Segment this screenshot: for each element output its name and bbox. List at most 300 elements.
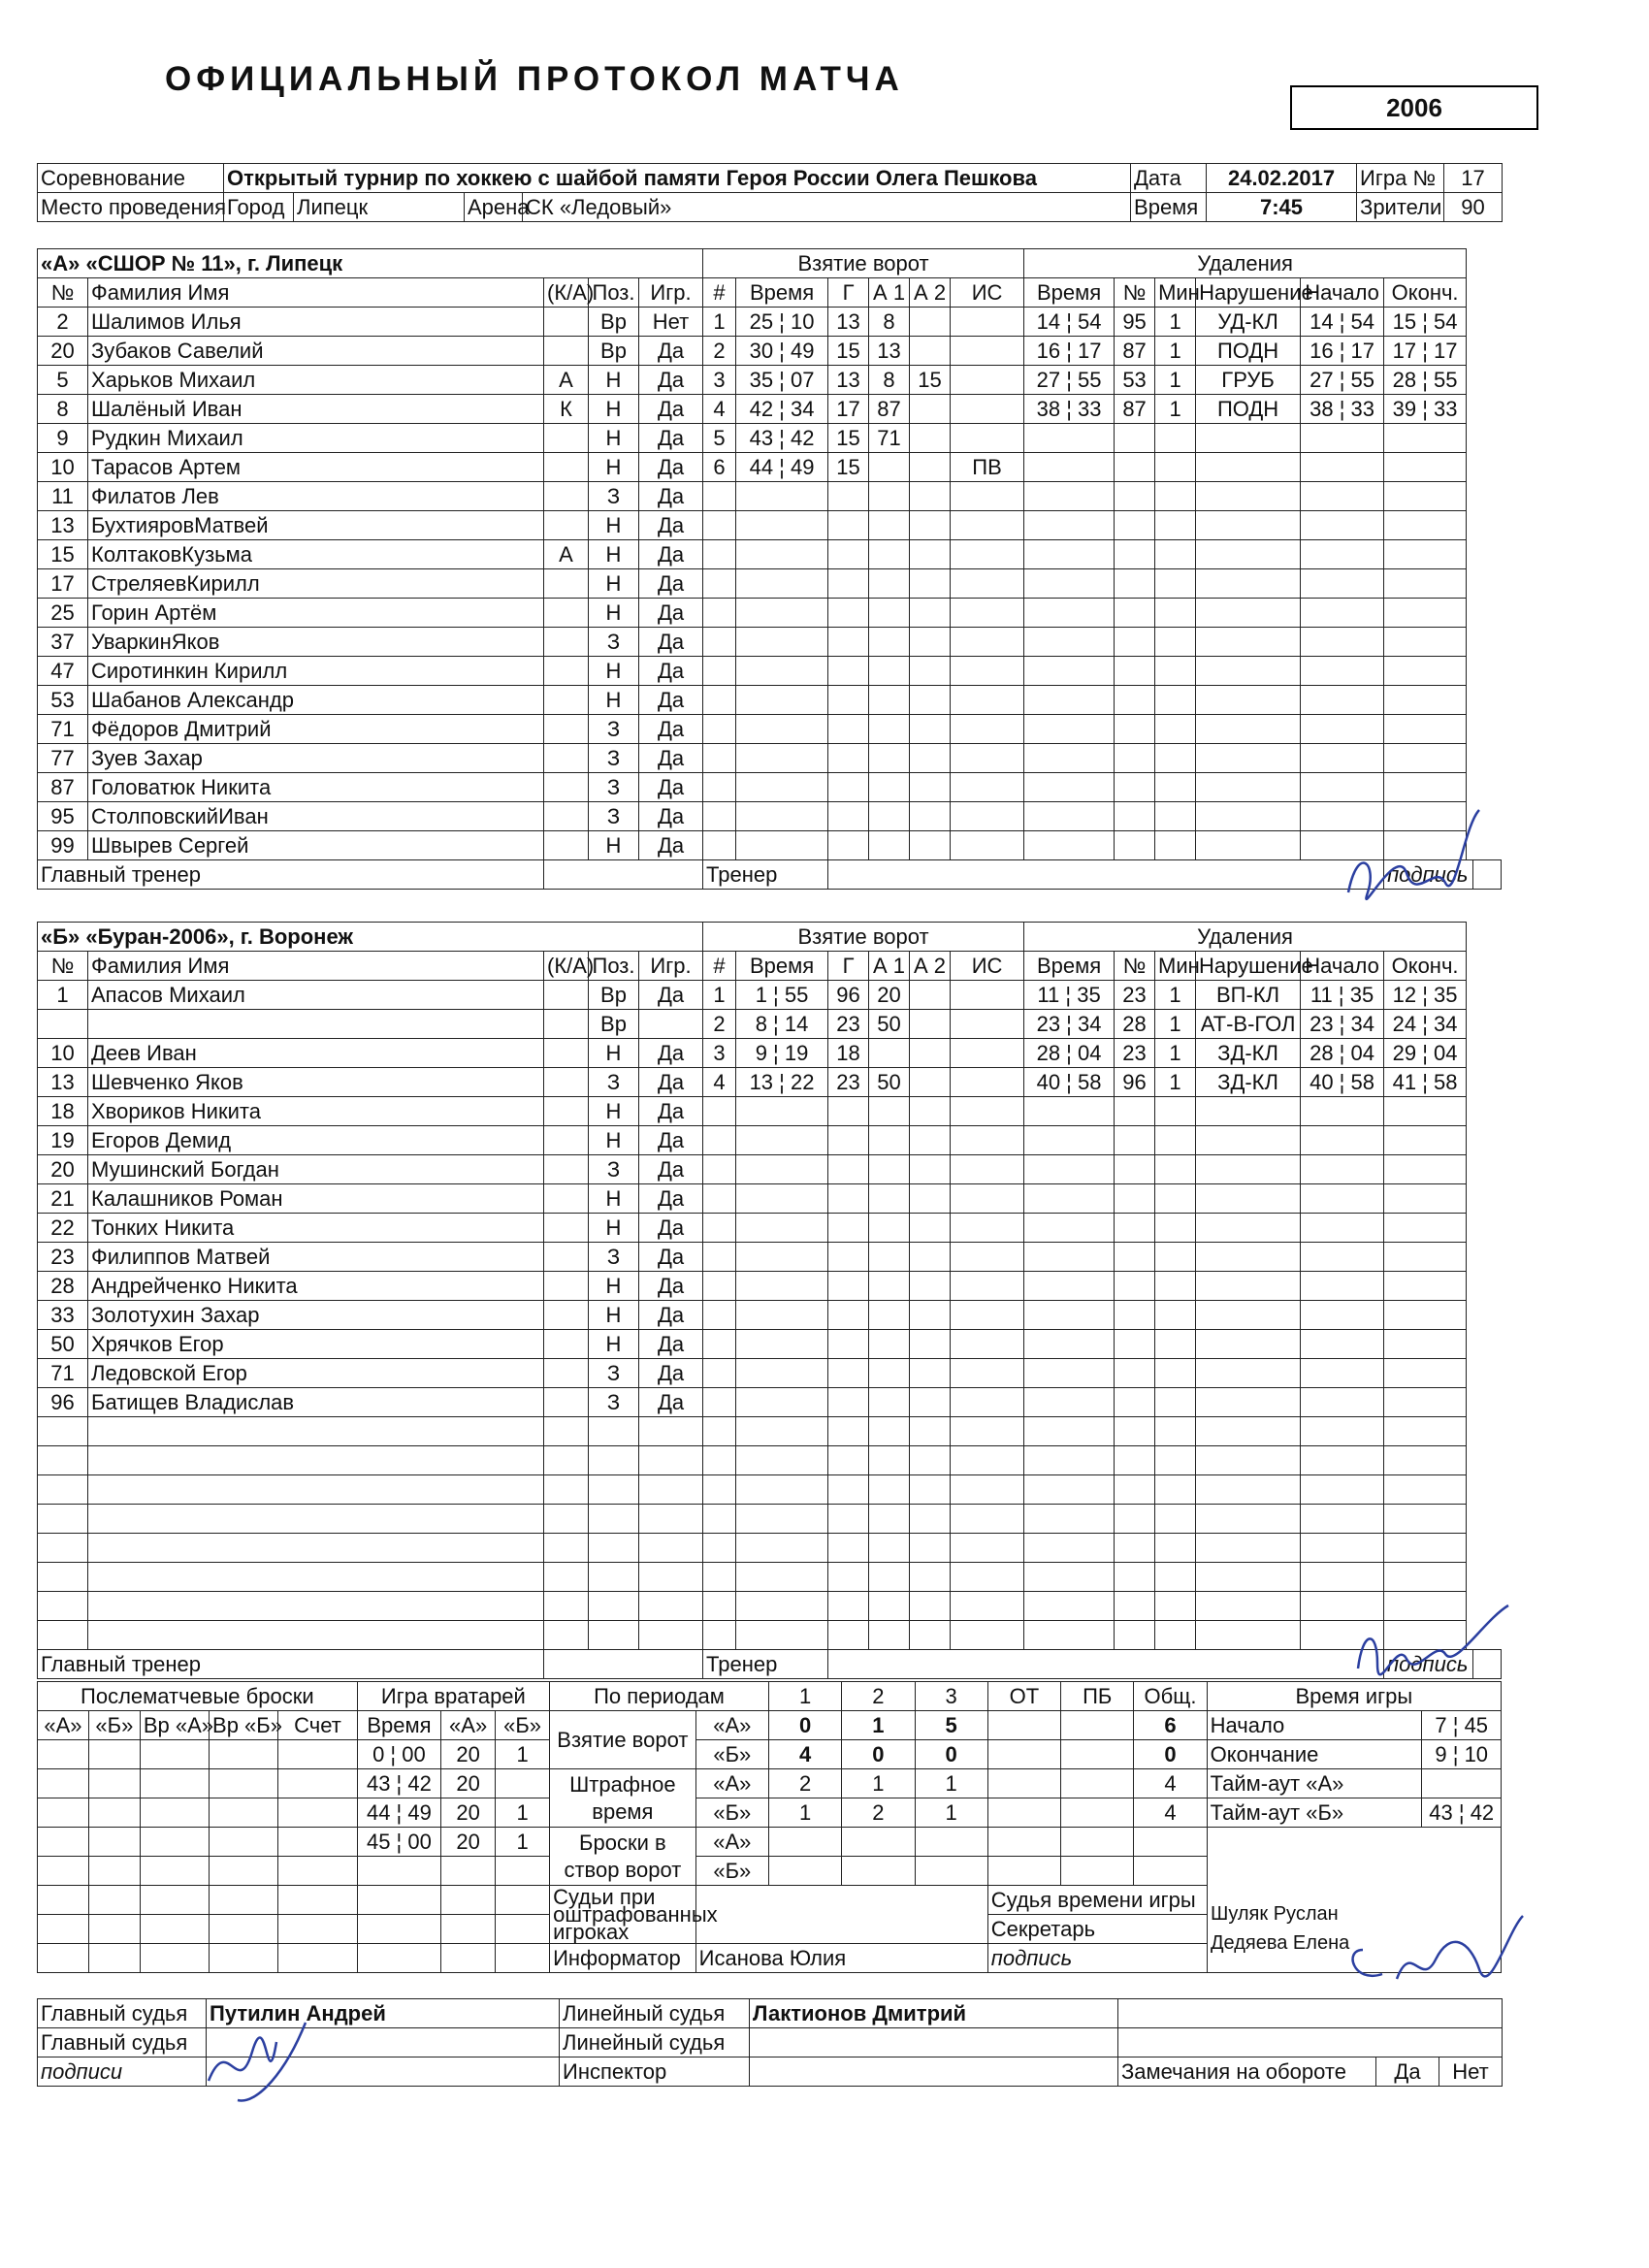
penalty-player [1115,1534,1155,1563]
penalty-start-sec: 17 [1350,338,1375,363]
penalty-minutes [1155,1272,1196,1301]
penalty-violation: ГРУБ [1196,366,1301,395]
penalty-end [1384,744,1467,773]
penalty-time [1024,366,1115,395]
player-row [38,1330,1502,1359]
penalty-start [1301,1039,1384,1068]
goals-a-period: 6 [1134,1711,1207,1740]
goal-scorer [828,1301,869,1330]
player-played: Да [639,831,703,860]
trainer-label: Тренер [703,1650,828,1679]
penalty-minutes [1155,715,1196,744]
goals-b-period: 0 [842,1740,915,1769]
penalty-player [1115,1301,1155,1330]
player-row [38,1475,1502,1505]
goal-number [703,1272,736,1301]
player-name: Апасов Михаил [88,981,544,1010]
goal-time [736,1301,828,1330]
penalty-minutes [1155,569,1196,599]
penalty-time [1024,1214,1115,1243]
penalty-player: 53 [1115,366,1155,395]
player-played: Да [639,366,703,395]
player-played [639,1534,703,1563]
penalty-minutes [1155,424,1196,453]
goal-time-sec: 34 [791,396,815,421]
penalty-end [1384,1563,1467,1592]
team-b-tag: «Б» [695,1798,768,1828]
penalty-time [1024,657,1115,686]
goal-assist-1 [869,482,910,511]
player-played: Да [639,482,703,511]
goal-assist-2 [910,773,951,802]
col-header-time: Время [736,278,828,308]
goal-assist-2 [910,337,951,366]
goals-a-period [1061,1711,1134,1740]
player-number [38,1563,88,1592]
goal-situation [951,1330,1024,1359]
player-captain-mark [544,1475,589,1505]
player-number: 23 [38,1243,88,1272]
goal-situation [951,540,1024,569]
penalty-start [1301,424,1384,453]
player-captain-mark [544,773,589,802]
goal-assist-1 [869,1446,910,1475]
player-played: Да [639,1155,703,1184]
penalty-player [1115,1417,1155,1446]
goals-section-title: Взятие ворот [703,249,1024,278]
goal-assist-1 [869,628,910,657]
goal-scorer [828,1243,869,1272]
player-position [589,1505,639,1534]
col-header-violation: Нарушение [1196,952,1301,981]
player-captain-mark [544,424,589,453]
time-separator: ¦ [773,425,792,450]
goal-situation [951,1505,1024,1534]
col-header-start: Начало [1301,952,1384,981]
penalty-violation [1196,569,1301,599]
player-row [38,1592,1502,1621]
penalty-time [1024,482,1115,511]
goal-assist-1 [869,511,910,540]
penalty-time-min: 28 [1036,1040,1061,1065]
goal-time-min: 35 [749,367,774,392]
spectators-label: Зрители [1357,193,1444,222]
date-label: Дата [1131,164,1207,193]
player-row [38,1155,1502,1184]
goal-number [703,1301,736,1330]
goal-situation [951,337,1024,366]
penalty-start [1301,628,1384,657]
goal-time [736,1184,828,1214]
penalty-start [1301,1505,1384,1534]
goal-assist-2 [910,540,951,569]
player-number: 96 [38,1388,88,1417]
player-position: Н [589,366,639,395]
penalty-end [1384,715,1467,744]
time-separator: ¦ [766,1011,785,1036]
penalty-time [1024,1359,1115,1388]
player-row [38,1039,1502,1068]
player-row [38,1184,1502,1214]
period-header: Общ. [1134,1682,1207,1711]
goal-scorer [828,1097,869,1126]
player-position: Н [589,1301,639,1330]
goal-assist-1 [869,1184,910,1214]
goal-assist-2 [910,1505,951,1534]
time-separator: ¦ [1333,1040,1351,1065]
player-position: Вр [589,981,639,1010]
time-separator: ¦ [773,308,792,334]
penalty-violation [1196,482,1301,511]
penalty-start-min: 16 [1310,338,1334,363]
player-captain-mark [544,1563,589,1592]
goal-assist-1 [869,744,910,773]
penalty-start [1301,1388,1384,1417]
goal-time-min: 1 [755,982,767,1007]
player-captain-mark [544,1446,589,1475]
player-name: Рудкин Михаил [88,424,544,453]
col-header-g: Г [828,278,869,308]
player-position: З [589,482,639,511]
pim-a-period: 4 [1134,1769,1207,1798]
penalty-player [1115,569,1155,599]
goal-number [703,1475,736,1505]
player-position: Н [589,424,639,453]
goal-assist-2 [910,1097,951,1126]
player-number: 77 [38,744,88,773]
penalty-end [1384,1214,1467,1243]
goal-assist-2 [910,453,951,482]
goal-number [703,744,736,773]
goal-scorer [828,1505,869,1534]
goal-assist-1 [869,1563,910,1592]
goal-time [736,395,828,424]
player-row [38,744,1502,773]
penalty-start-sec: 55 [1350,367,1375,392]
col-header-pen_no: № [1115,278,1155,308]
team-a-tag: «А» [695,1828,768,1857]
player-captain-mark [544,453,589,482]
penalty-violation [1196,1505,1301,1534]
goal-situation [951,1446,1024,1475]
goal-number [703,1388,736,1417]
player-captain-mark [544,1505,589,1534]
goal-time-sec: 49 [791,454,815,479]
goal-situation [951,599,1024,628]
goal-situation [951,1621,1024,1650]
goal-situation [951,424,1024,453]
penalty-start-sec: 58 [1350,1069,1374,1094]
goal-number [703,1097,736,1126]
goal-scorer [828,1330,869,1359]
goal-time [736,1243,828,1272]
player-position: Н [589,1330,639,1359]
penalty-time [1024,802,1115,831]
player-captain-mark [544,657,589,686]
penalty-time [1024,1330,1115,1359]
penalty-start [1301,1184,1384,1214]
signature-label: подпись [1384,1650,1473,1679]
player-position: З [589,1388,639,1417]
player-captain-mark [544,831,589,860]
penalty-end [1384,686,1467,715]
time-separator: ¦ [1333,396,1351,421]
signature-secretary [1343,1911,1528,1998]
penalty-end [1384,453,1467,482]
penalty-end [1384,1301,1467,1330]
goal-scorer: 96 [828,981,869,1010]
player-row [38,424,1502,453]
player-position: Н [589,395,639,424]
penalty-player [1115,540,1155,569]
penalty-end [1384,569,1467,599]
player-played [639,1621,703,1650]
penalty-minutes [1155,657,1196,686]
player-captain-mark [544,308,589,337]
time-separator: ¦ [773,1069,791,1094]
goal-assist-1 [869,453,910,482]
penalty-end [1384,599,1467,628]
col-header-a2: А 2 [910,952,951,981]
timekeeper-name: Шуляк Руслан [1211,1903,1339,1925]
goal-assist-1: 8 [869,308,910,337]
penalty-time-sec: 33 [1078,396,1102,421]
player-name: Тарасов Артем [88,453,544,482]
goal-time [736,424,828,453]
player-played: Да [639,424,703,453]
player-captain-mark: А [544,366,589,395]
penalty-start [1301,1534,1384,1563]
goal-assist-1 [869,1505,910,1534]
penalty-end [1384,1126,1467,1155]
player-played: Да [639,511,703,540]
player-row [38,1214,1502,1243]
player-row [38,511,1502,540]
penalty-start [1301,686,1384,715]
shootout-col: Вр «Б» [210,1711,278,1740]
goal-time-min: 42 [749,396,774,421]
penalty-start [1301,540,1384,569]
player-captain-mark [544,1097,589,1126]
player-position [589,1475,639,1505]
goal-situation [951,1243,1024,1272]
player-row [38,773,1502,802]
col-header-min: Мин [1155,952,1196,981]
player-position: З [589,1155,639,1184]
penalty-minutes: 1 [1155,395,1196,424]
penalty-violation [1196,1243,1301,1272]
penalty-player [1115,1214,1155,1243]
goal-situation [951,1417,1024,1446]
penalty-player: 96 [1115,1068,1155,1097]
player-row [38,1126,1502,1155]
goal-number [703,540,736,569]
player-played: Да [639,981,703,1010]
player-played: Да [639,773,703,802]
pim-label: Штрафное время [550,1769,696,1828]
shootout-col: «Б» [88,1711,140,1740]
penalty-end-sec: 34 [1434,1011,1458,1036]
goal-number [703,1563,736,1592]
goal-assist-2 [910,1068,951,1097]
goal-situation [951,1097,1024,1126]
goal-assist-1 [869,1301,910,1330]
game-label: Игра № [1357,164,1444,193]
goal-assist-1 [869,1417,910,1446]
player-number [38,1505,88,1534]
player-name [88,1475,544,1505]
time-label: Время [1131,193,1207,222]
player-position [589,1534,639,1563]
player-played: Да [639,1243,703,1272]
goal-number: 3 [703,366,736,395]
penalty-end-min: 29 [1392,1040,1417,1065]
penalty-time-min: 38 [1036,396,1061,421]
player-position: Н [589,1097,639,1126]
player-played [639,1417,703,1446]
goal-time-min: 30 [749,338,774,363]
player-row [38,1272,1502,1301]
goalies-header: Игра вратарей [357,1682,549,1711]
goal-situation [951,1126,1024,1155]
player-number: 18 [38,1097,88,1126]
player-name: Калашников Роман [88,1184,544,1214]
team-title: «Б» «Буран-2006», г. Воронеж [38,923,703,952]
player-captain-mark [544,1272,589,1301]
penalty-start [1301,1446,1384,1475]
goal-assist-1: 50 [869,1068,910,1097]
player-played [639,1592,703,1621]
player-played: Да [639,1184,703,1214]
penalty-start [1301,366,1384,395]
player-number: 28 [38,1272,88,1301]
player-position: Н [589,453,639,482]
goal-scorer [828,802,869,831]
goal-scorer [828,540,869,569]
arena-value: СК «Ледовый» [523,193,1131,222]
penalty-minutes [1155,628,1196,657]
player-captain-mark [544,1621,589,1650]
time-separator: ¦ [1333,308,1351,334]
goal-scorer: 15 [828,337,869,366]
player-played: Да [639,628,703,657]
penalty-start-min: 28 [1310,1040,1334,1065]
player-row [38,1417,1502,1446]
time-separator: ¦ [1060,1069,1079,1094]
goal-number [703,1184,736,1214]
player-row [38,395,1502,424]
penalty-player [1115,802,1155,831]
player-number: 22 [38,1214,88,1243]
player-number: 33 [38,1301,88,1330]
penalty-time-sec: 17 [1078,338,1102,363]
player-row [38,482,1502,511]
goal-assist-1 [869,1126,910,1155]
goalies-col: «Б» [496,1711,550,1740]
penalty-minutes [1155,599,1196,628]
player-played: Нет [639,308,703,337]
time-separator: ¦ [1416,396,1435,421]
goal-number: 6 [703,453,736,482]
goal-assist-2 [910,1272,951,1301]
goal-time [736,1592,828,1621]
penalty-player: 95 [1115,308,1155,337]
player-position [589,1417,639,1446]
goalie-time: 0 ¦ 00 [357,1740,440,1769]
goal-assist-2 [910,1534,951,1563]
gametime-value: 7 ¦ 45 [1422,1711,1502,1740]
penalty-minutes [1155,802,1196,831]
penalty-start-min: 40 [1310,1069,1334,1094]
penalty-minutes [1155,1301,1196,1330]
goals-a-period: 0 [768,1711,841,1740]
player-row [38,628,1502,657]
penalty-minutes [1155,1592,1196,1621]
penalty-end-sec: 04 [1434,1040,1458,1065]
penalty-start [1301,308,1384,337]
col-header-a2: А 2 [910,278,951,308]
player-played: Да [639,1126,703,1155]
player-played [639,1505,703,1534]
referee-penalized-label: Судьи при оштрафованных игроках [550,1886,696,1944]
goal-scorer: 17 [828,395,869,424]
player-position: З [589,1243,639,1272]
player-captain-mark [544,1243,589,1272]
player-captain-mark [544,337,589,366]
penalty-end [1384,1155,1467,1184]
player-played [639,1475,703,1505]
penalty-start [1301,1563,1384,1592]
player-position: Н [589,540,639,569]
goal-number [703,1359,736,1388]
player-number: 99 [38,831,88,860]
penalty-time-min: 27 [1036,367,1061,392]
player-position [589,1592,639,1621]
player-played [639,1010,703,1039]
penalty-time [1024,1446,1115,1475]
player-row [38,1446,1502,1475]
penalty-violation [1196,744,1301,773]
player-number: 53 [38,686,88,715]
player-name: УваркинЯков [88,628,544,657]
penalty-violation [1196,1126,1301,1155]
goalie-b [496,1769,550,1798]
goal-number [703,831,736,860]
penalty-time [1024,1155,1115,1184]
penalty-end [1384,657,1467,686]
goal-situation [951,1301,1024,1330]
goal-number [703,1505,736,1534]
goal-assist-2 [910,715,951,744]
shootout-col: Счет [278,1711,357,1740]
penalty-start [1301,1214,1384,1243]
player-name: СтолповскийИван [88,802,544,831]
player-position: З [589,715,639,744]
goal-situation [951,1388,1024,1417]
goal-assist-2 [910,657,951,686]
head-ref-name: Путилин Андрей [207,1999,560,2028]
goal-assist-1 [869,1388,910,1417]
header-table [37,163,1503,222]
pim-a-period: 1 [842,1769,915,1798]
time-separator: ¦ [1416,1069,1435,1094]
goal-time-min: 9 [755,1040,767,1065]
player-name: Зуев Захар [88,744,544,773]
player-name: БухтияровМатвей [88,511,544,540]
goal-situation [951,715,1024,744]
penalty-violation [1196,657,1301,686]
penalty-end [1384,308,1467,337]
